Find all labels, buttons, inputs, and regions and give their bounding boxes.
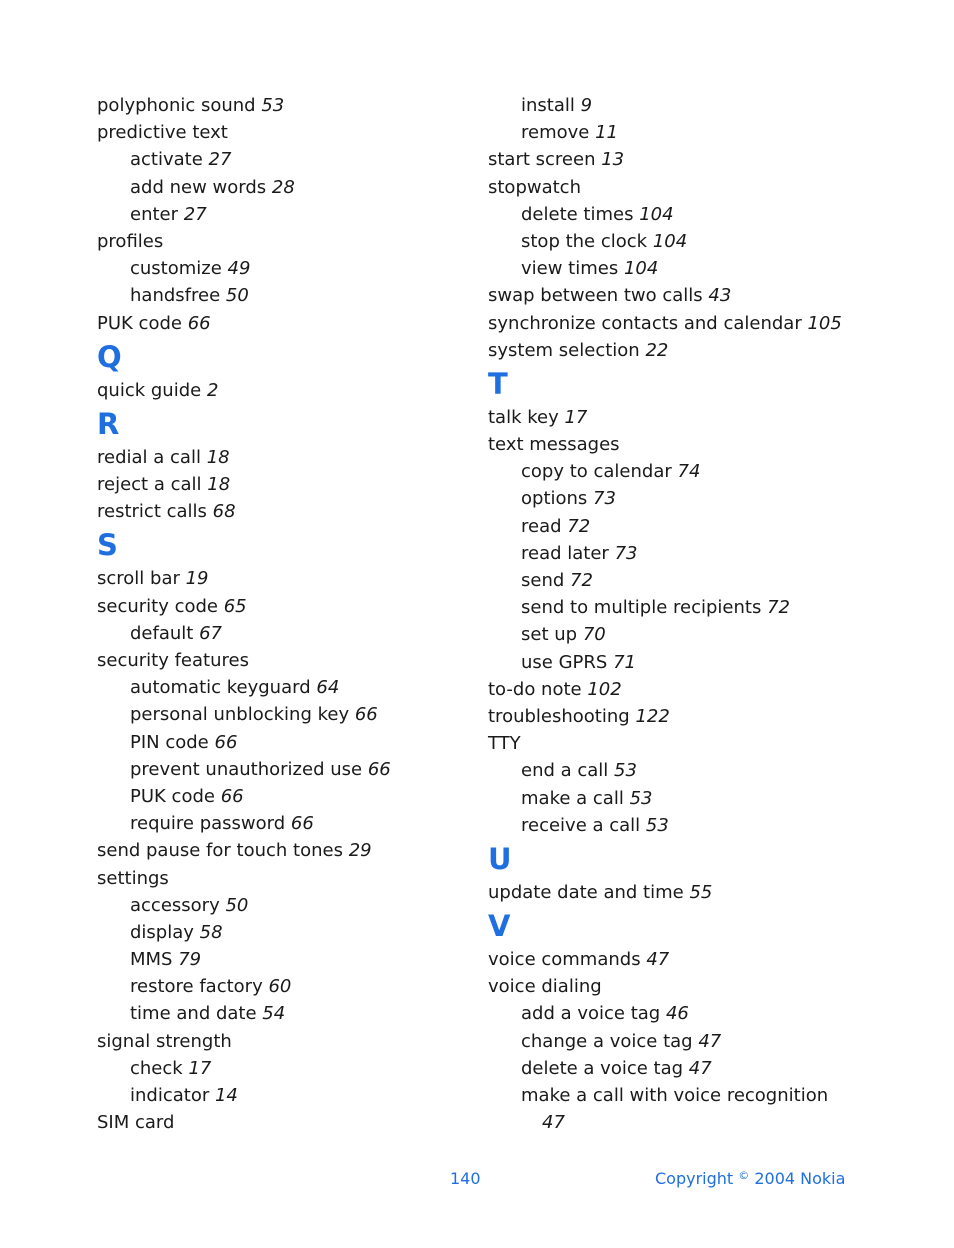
entry-page-ref: 19 (185, 568, 209, 590)
entry-term: voice dialing (488, 976, 602, 998)
index-subentry (488, 92, 888, 119)
index-letter-heading: U (488, 841, 512, 876)
page-number: 140 (450, 1169, 481, 1188)
entry-term: redial a call (97, 446, 201, 468)
entry-page-ref: 43 (708, 285, 732, 307)
entry-term: text messages (488, 434, 620, 456)
entry-term: polyphonic sound (97, 95, 256, 116)
index-entry (97, 228, 477, 255)
index-subentry (488, 1109, 888, 1136)
entry-page-ref: 72 (767, 597, 790, 619)
index-letter-heading: V (488, 909, 511, 944)
copyright-suffix: 2004 Nokia (749, 1169, 846, 1188)
index-subentry (97, 146, 477, 173)
index-entry (488, 174, 888, 201)
entry-term: read (521, 515, 562, 537)
entry-page-ref: 9 (580, 95, 593, 116)
copyright-prefix: Copyright (655, 1169, 739, 1188)
entry-page-ref: 122 (635, 705, 670, 727)
index-subentry (488, 621, 888, 648)
entry-term: voice commands (488, 949, 641, 971)
index-entry (97, 119, 477, 146)
index-entry (488, 946, 888, 973)
index-entry (488, 879, 888, 906)
entry-term: profiles (97, 230, 164, 252)
entry-page-ref: 104 (623, 258, 659, 280)
entry-page-ref: 58 (199, 921, 223, 943)
entry-page-ref: 50 (225, 285, 249, 307)
index-subentry (97, 282, 477, 309)
entry-page-ref: 55 (689, 881, 713, 903)
index-subentry (488, 757, 888, 784)
entry-term: scroll bar (97, 568, 180, 590)
index-entry (97, 837, 477, 864)
index-entry (488, 404, 888, 431)
index-letter-heading: R (97, 406, 120, 441)
entry-page-ref: 105 (807, 312, 842, 334)
entry-page-ref: 53 (614, 760, 637, 782)
entry-term: PIN code (130, 731, 209, 753)
index-entry (97, 444, 477, 471)
entry-term: change a voice tag (521, 1030, 693, 1052)
entry-term: stop the clock (521, 230, 648, 252)
entry-page-ref: 66 (367, 758, 391, 780)
index-subentry (97, 756, 477, 783)
entry-page-ref: 18 (207, 474, 231, 496)
index-subentry (97, 919, 477, 946)
entry-term: activate (130, 149, 203, 171)
entry-term: end a call (521, 760, 609, 782)
index-entry (488, 310, 888, 337)
entry-page-ref: 17 (188, 1057, 212, 1079)
index-entry (488, 337, 888, 364)
index-subentry (97, 620, 477, 647)
index-subentry (488, 1028, 888, 1055)
entry-term: automatic keyguard (130, 677, 311, 699)
index-entry (97, 647, 477, 674)
index-subentry (97, 674, 477, 701)
index-subentry (97, 810, 477, 837)
entry-page-ref: 53 (629, 787, 653, 809)
index-subentry (488, 119, 888, 146)
entry-page-ref: 54 (262, 1003, 286, 1025)
index-subentry (488, 1082, 888, 1109)
index-subentry (488, 567, 888, 594)
entry-page-ref: 50 (225, 894, 249, 916)
index-subentry (488, 513, 888, 540)
index-column-left (97, 92, 477, 1136)
index-entry (97, 1028, 477, 1055)
entry-term: set up (521, 624, 578, 646)
index-entry (97, 310, 477, 337)
entry-page-ref: 47 (646, 949, 670, 971)
entry-page-ref: 66 (187, 312, 211, 334)
entry-page-ref: 18 (206, 446, 230, 468)
entry-term: make a call with voice recognition (521, 1085, 829, 1106)
entry-term: copy to calendar (521, 461, 672, 483)
entry-page-ref: 74 (677, 461, 701, 483)
index-subentry (488, 540, 888, 567)
entry-term: update date and time (488, 881, 684, 903)
index-letter-heading: Q (97, 339, 122, 374)
entry-page-ref: 14 (214, 1085, 238, 1106)
entry-page-ref: 47 (542, 1112, 565, 1134)
entry-page-ref: 72 (570, 570, 593, 591)
index-entry (488, 676, 888, 703)
entry-term: SIM card (97, 1112, 175, 1134)
entry-term: require password (130, 813, 286, 835)
entry-term: delete times (521, 203, 634, 225)
entry-term: TTY (488, 733, 521, 755)
index-entry (488, 146, 888, 173)
index-subentry (488, 1000, 888, 1027)
index-subentry (97, 729, 477, 756)
entry-term: swap between two calls (488, 285, 703, 307)
index-subentry (97, 701, 477, 728)
entry-term: remove (521, 122, 590, 144)
entry-term: PUK code (130, 785, 215, 807)
entry-page-ref: 66 (290, 813, 314, 835)
index-letter-heading: T (488, 366, 508, 401)
entry-page-ref: 73 (593, 488, 616, 510)
index-entry (97, 1109, 477, 1136)
entry-page-ref: 49 (227, 258, 251, 280)
entry-page-ref: 104 (639, 203, 674, 225)
entry-term: read later (521, 542, 609, 564)
index-subentry (488, 458, 888, 485)
entry-term: time and date (130, 1003, 257, 1025)
entry-page-ref: 79 (178, 949, 202, 971)
entry-term: restore factory (130, 976, 263, 998)
index-entry (488, 282, 888, 309)
entry-term: delete a voice tag (521, 1057, 684, 1079)
entry-term: MMS (130, 949, 173, 971)
entry-term: system selection (488, 339, 640, 361)
index-subentry (488, 812, 888, 839)
entry-term: check (130, 1057, 183, 1079)
index-entry (488, 431, 888, 458)
index-subentry (488, 649, 888, 676)
entry-page-ref: 2 (206, 379, 219, 401)
entry-term: display (130, 921, 194, 943)
entry-page-ref: 13 (601, 149, 625, 171)
entry-term: use GPRS (521, 651, 608, 673)
index-entry (97, 865, 477, 892)
entry-term: prevent unauthorized use (130, 758, 363, 780)
entry-term: signal strength (97, 1030, 232, 1052)
entry-term: view times (521, 258, 619, 280)
entry-term: options (521, 488, 588, 510)
index-subentry (97, 973, 477, 1000)
entry-term: send to multiple recipients (521, 597, 762, 619)
index-entry (97, 377, 477, 404)
index-entry (488, 730, 888, 757)
entry-page-ref: 47 (688, 1057, 712, 1079)
entry-term: enter (130, 203, 179, 225)
entry-term: settings (97, 867, 169, 889)
entry-page-ref: 68 (212, 501, 236, 523)
entry-term: send (521, 570, 565, 591)
entry-term: make a call (521, 787, 624, 809)
entry-term: add new words (130, 176, 267, 198)
index-entry (97, 471, 477, 498)
entry-term: receive a call (521, 814, 641, 836)
index-subentry (488, 255, 888, 282)
entry-term: to-do note (488, 678, 582, 700)
entry-term: quick guide (97, 379, 202, 401)
index-entry (97, 565, 477, 592)
index-subentry (488, 1055, 888, 1082)
index-subentry (488, 785, 888, 812)
entry-page-ref: 47 (698, 1030, 722, 1052)
entry-term: add a voice tag (521, 1003, 661, 1025)
entry-term: security features (97, 650, 249, 671)
index-subentry (97, 1055, 477, 1082)
entry-term: restrict calls (97, 501, 207, 523)
index-subentry (97, 255, 477, 282)
entry-page-ref: 67 (199, 622, 222, 644)
entry-page-ref: 65 (223, 595, 247, 617)
entry-page-ref: 29 (348, 840, 372, 862)
entry-page-ref: 72 (567, 515, 591, 537)
index-entry (97, 593, 477, 620)
entry-term: PUK code (97, 312, 182, 334)
entry-page-ref: 27 (183, 203, 207, 225)
index-subentry (488, 594, 888, 621)
entry-page-ref: 27 (208, 149, 232, 171)
entry-page-ref: 60 (268, 976, 292, 998)
entry-page-ref: 46 (665, 1003, 689, 1025)
entry-term: install (521, 95, 575, 116)
entry-term: send pause for touch tones (97, 840, 343, 862)
entry-page-ref: 66 (214, 731, 238, 753)
index-entry (488, 703, 888, 730)
index-subentry (488, 228, 888, 255)
entry-page-ref: 64 (316, 677, 340, 699)
entry-page-ref: 11 (595, 122, 618, 144)
entry-term: personal unblocking key (130, 704, 350, 726)
copyright-notice (655, 1169, 845, 1188)
entry-page-ref: 28 (271, 176, 295, 198)
index-subentry (97, 1082, 477, 1109)
entry-page-ref: 53 (645, 814, 669, 836)
index-subentry (488, 201, 888, 228)
index-letter-heading: S (97, 528, 118, 563)
entry-page-ref: 53 (261, 95, 285, 116)
entry-page-ref: 17 (564, 406, 588, 428)
entry-page-ref: 66 (220, 785, 244, 807)
entry-term: customize (130, 258, 222, 280)
entry-term: stopwatch (488, 176, 581, 198)
entry-term: predictive text (97, 122, 228, 144)
index-subentry (97, 892, 477, 919)
index-subentry (97, 1000, 477, 1027)
entry-term: reject a call (97, 474, 202, 496)
entry-page-ref: 102 (587, 678, 622, 700)
index-entry (97, 92, 477, 119)
entry-term: indicator (130, 1085, 210, 1106)
index-subentry (97, 201, 477, 228)
entry-page-ref: 71 (613, 651, 636, 673)
index-subentry (97, 783, 477, 810)
entry-page-ref: 70 (582, 624, 606, 646)
index-entry (97, 498, 477, 525)
entry-term: start screen (488, 149, 596, 171)
copyright-symbol: © (738, 1169, 750, 1182)
entry-term: security code (97, 595, 218, 617)
entry-page-ref: 22 (645, 339, 669, 361)
index-column-right (488, 92, 888, 1136)
index-subentry (97, 174, 477, 201)
entry-page-ref: 104 (652, 230, 688, 252)
entry-page-ref: 66 (354, 704, 378, 726)
entry-term: talk key (488, 406, 559, 428)
entry-term: synchronize contacts and calendar (488, 312, 802, 334)
entry-term: accessory (130, 894, 220, 916)
index-subentry (488, 485, 888, 512)
entry-page-ref: 73 (614, 542, 638, 564)
entry-term: default (130, 622, 194, 644)
index-subentry (97, 946, 477, 973)
index-entry (488, 973, 888, 1000)
entry-term: troubleshooting (488, 705, 630, 727)
entry-term: handsfree (130, 285, 221, 307)
